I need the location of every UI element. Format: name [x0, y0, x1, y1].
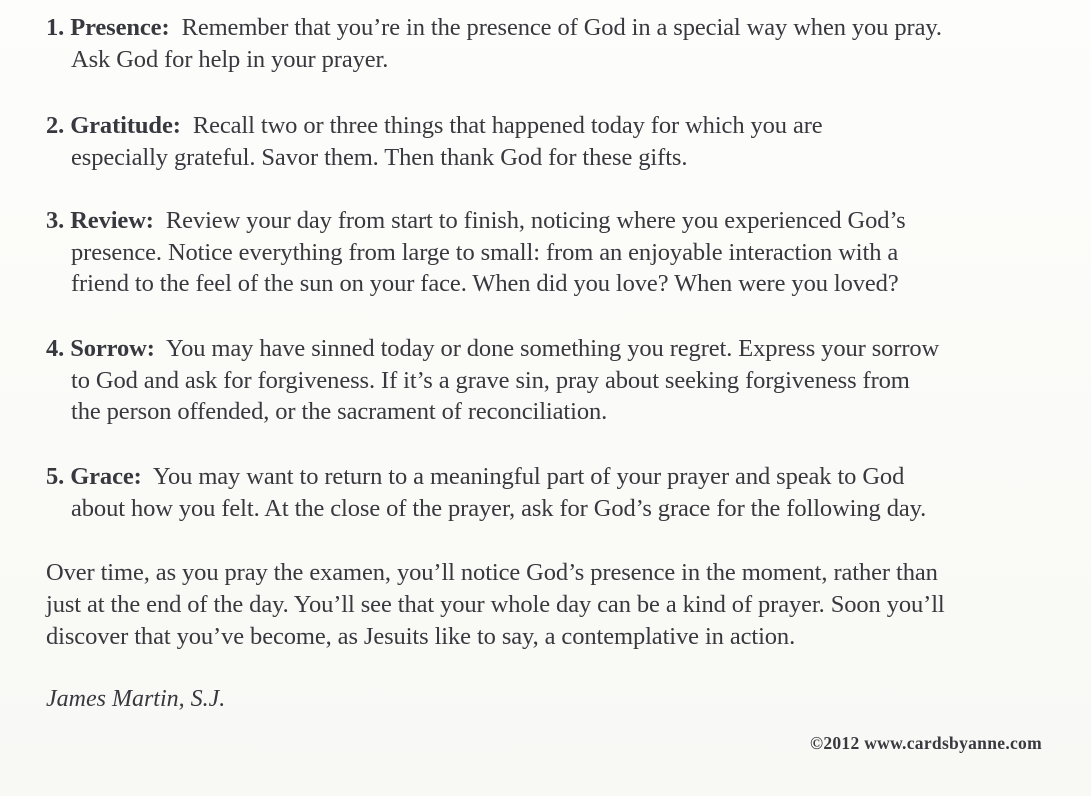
step-heading: 1. Presence:	[46, 14, 170, 41]
step-text-line: Recall two or three things that happened today for which you are	[192, 112, 823, 139]
author-signature: James Martin, S.J.	[46, 686, 226, 712]
step-text-line: You may want to return to a meaningful part of your prayer and speak to God	[152, 463, 905, 490]
copyright-notice: ©2012 www.cardsbyanne.com	[809, 733, 1042, 753]
step-heading: 5. Grace:	[46, 463, 142, 490]
closing-line: Over time, as you pray the examen, you’ll notice God’s presence in the moment, rather than	[46, 559, 938, 586]
step-text-line: friend to the feel of the sun on your face. When did you love? When were you loved?	[71, 270, 899, 297]
closing-paragraph	[46, 557, 1066, 652]
step-heading: 2. Gratitude:	[46, 112, 181, 139]
step-gratitude	[46, 110, 1066, 173]
step-text-line: about how you felt. At the close of the prayer, ask for God’s grace for the following day.	[71, 494, 927, 522]
step-text-line: to God and ask for forgiveness. If it’s a grave sin, pray about seeking forgiveness from	[71, 366, 910, 394]
step-text-line: especially grateful. Savor them. Then thank God for these gifts.	[71, 143, 688, 171]
step-heading: 3. Review:	[46, 207, 154, 234]
closing-line: discover that you’ve become, as Jesuits like to say, a contemplative in action.	[46, 622, 796, 650]
step-text-line: Review your day from start to finish, noticing where you experienced God’s	[165, 207, 906, 234]
step-text-line: Ask God for help in your prayer.	[71, 45, 389, 73]
step-text-line: the person offended, or the sacrament of reconciliation.	[71, 398, 608, 425]
step-heading: 4. Sorrow:	[46, 335, 155, 362]
closing-line: just at the end of the day. You’ll see that your whole day can be a kind of prayer. Soon you’ll	[46, 590, 945, 618]
step-text-line: Remember that you’re in the presence of God in a special way when you pray.	[181, 14, 942, 41]
step-text-line: You may have sinned today or done something you regret. Express your sorrow	[165, 335, 940, 362]
step-sorrow	[46, 333, 1066, 428]
step-grace	[46, 461, 1066, 524]
step-review	[46, 205, 1066, 300]
step-text-line: presence. Notice everything from large to small: from an enjoyable interaction with a	[71, 238, 899, 266]
step-presence	[46, 12, 1066, 75]
